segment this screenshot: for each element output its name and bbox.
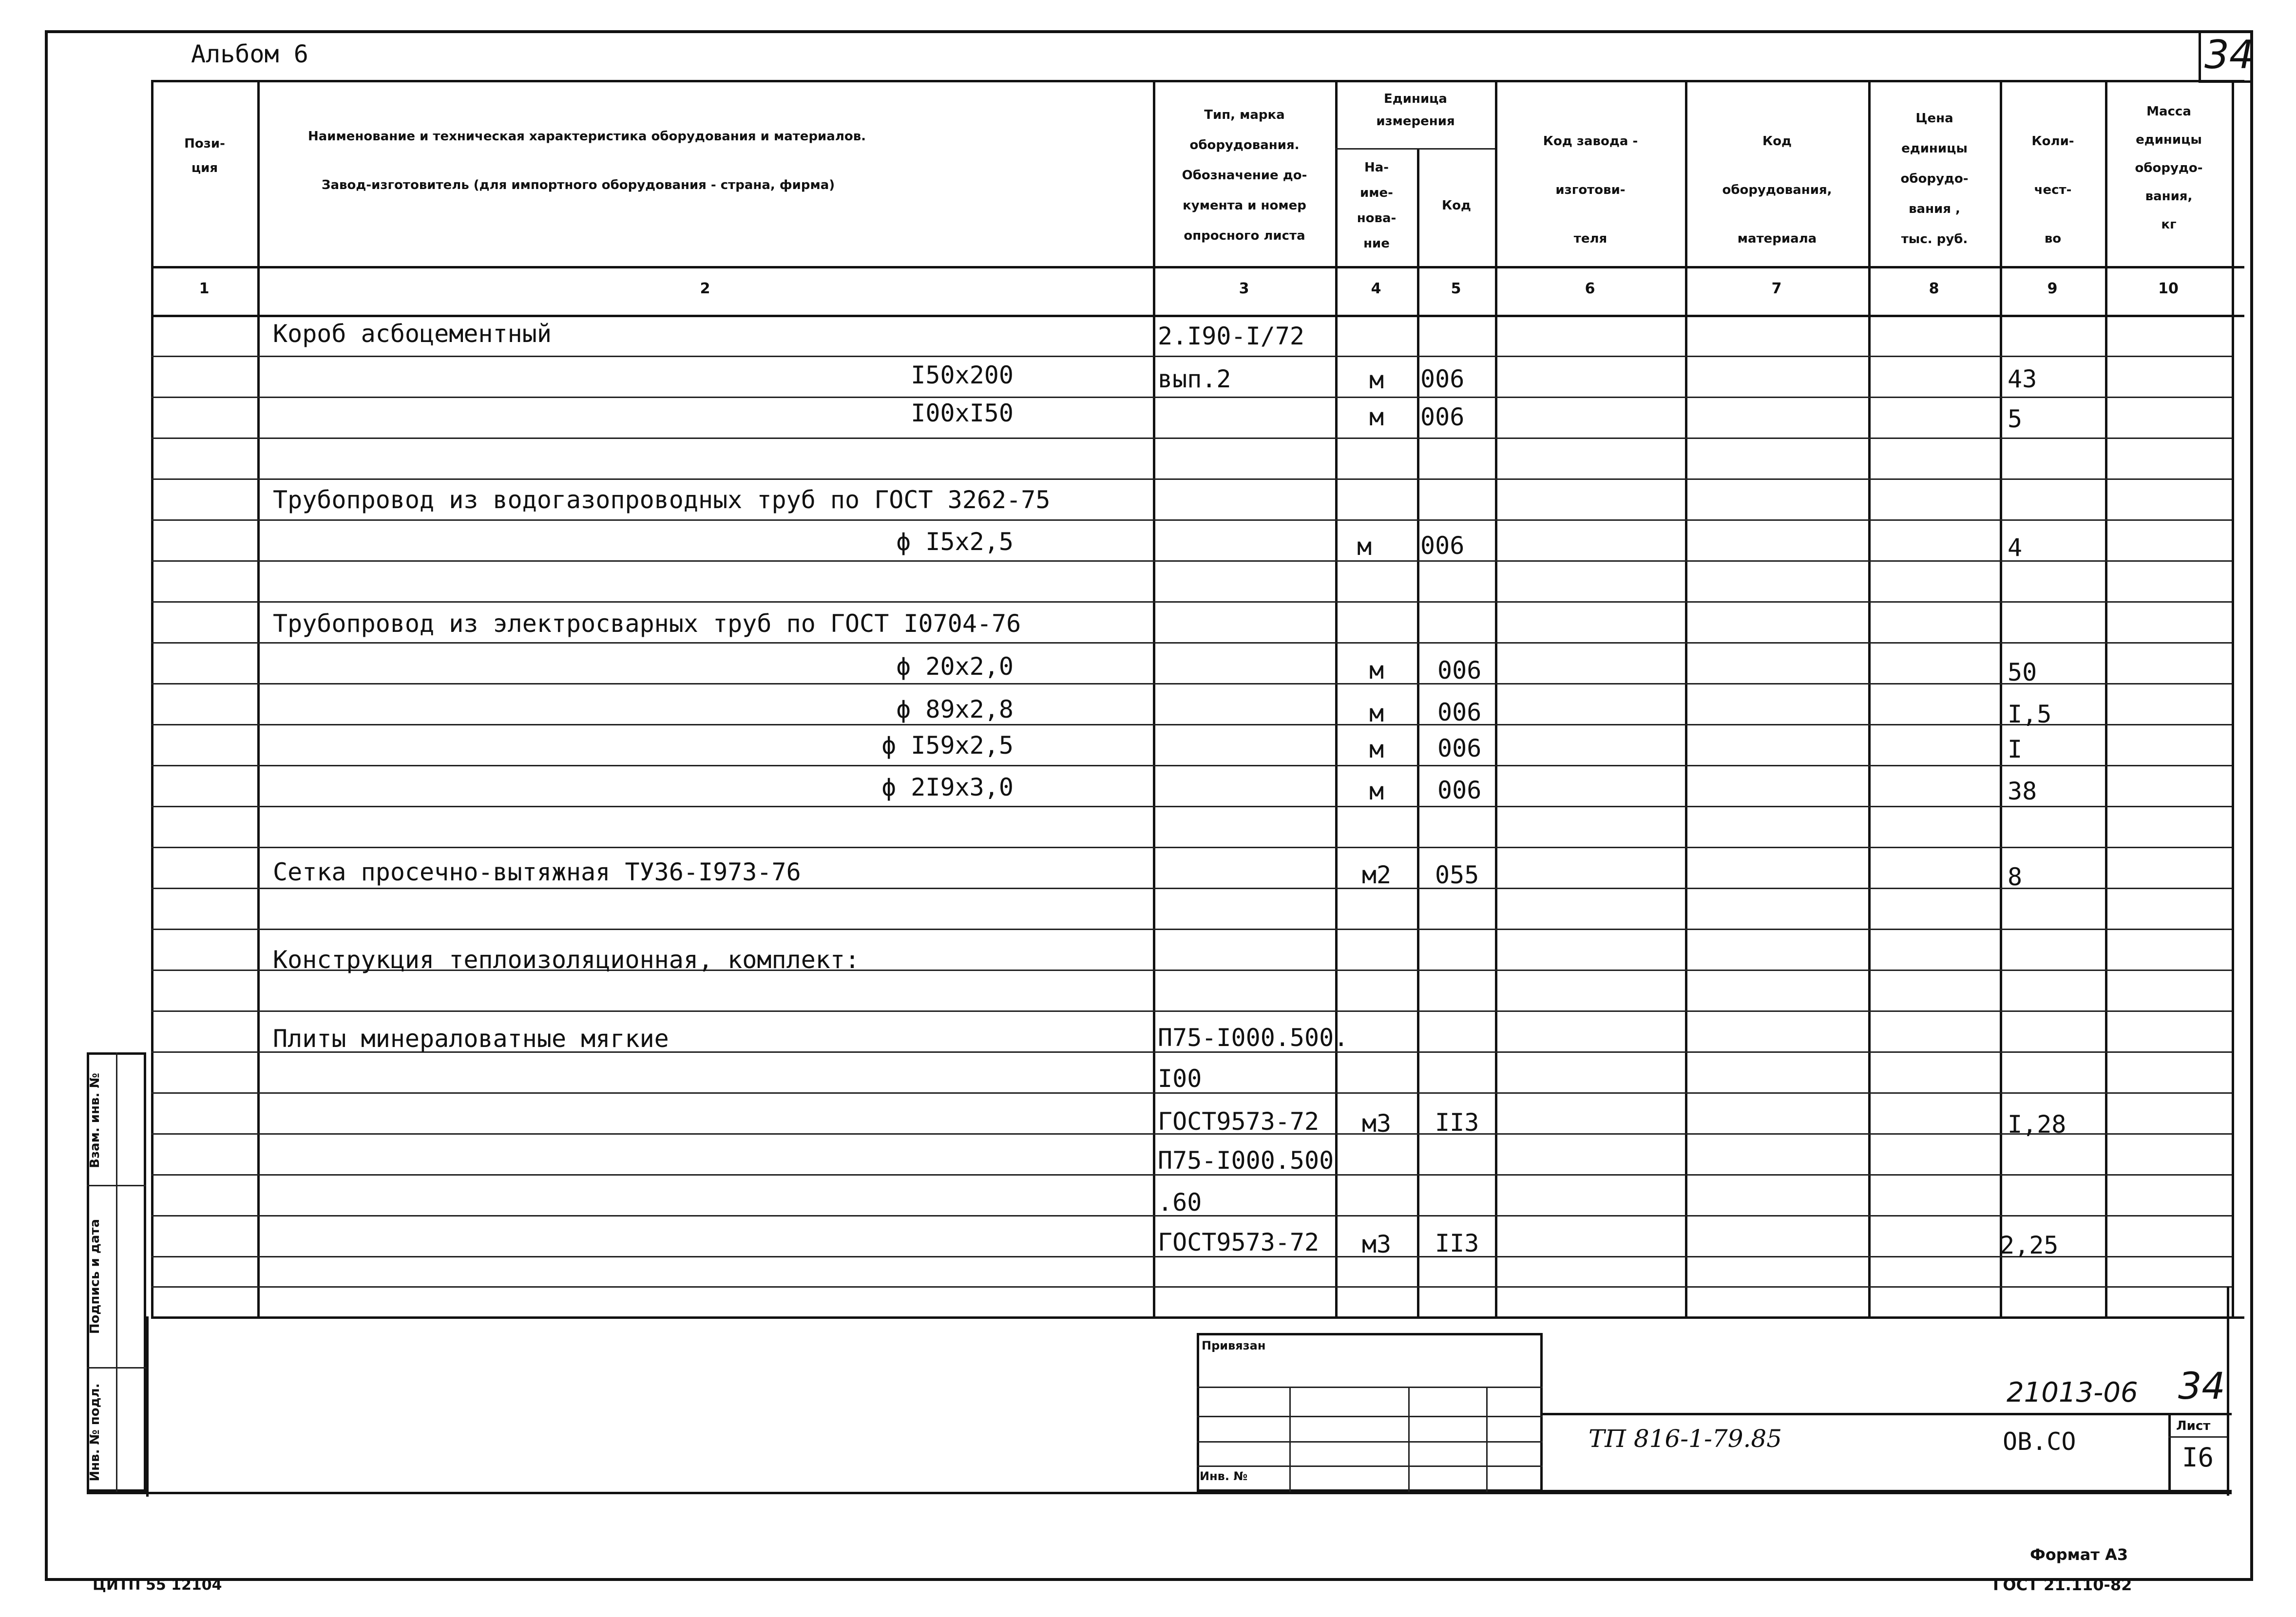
item-size: ϕ I5x2,5 [896, 528, 1014, 556]
order-number: 21013-06 [2007, 1377, 2138, 1408]
corner-page-number: 34 [2204, 32, 2254, 77]
unit-name: м [1369, 403, 1384, 431]
item-name: Сетка просечно-вытяжная ТУ36-I973-76 [273, 858, 801, 886]
side-stamp-inv-podl: Инв. № подл. [88, 1383, 102, 1482]
header-unit-code: Код [1441, 198, 1472, 213]
header-name-line2: Завод-изготовитель (для импортного оборудования - страна, фирма) [322, 178, 835, 192]
doc-designation: .60 [1158, 1188, 1202, 1217]
side-stamp-vzam-inv: Взам. инв. № [88, 1073, 102, 1168]
item-name: Плиты минераловатные мягкие [273, 1025, 669, 1053]
quantity: 50 [2008, 658, 2037, 686]
doc-designation: ГОСТ9573-72 [1158, 1228, 1320, 1256]
column-number: 6 [1585, 280, 1595, 297]
unit-code: 006 [1420, 532, 1465, 560]
unit-name: м [1369, 366, 1384, 394]
privyazan-label: Привязан [1202, 1339, 1266, 1352]
doc-designation: вып.2 [1158, 365, 1231, 393]
list-label: Лист [2176, 1419, 2211, 1433]
gost-label: ГОСТ 21.110-82 [1993, 1576, 2132, 1594]
column-number: 9 [2047, 280, 2058, 297]
item-name: Конструкция теплоизоляционная, комплект: [273, 946, 860, 974]
column-number: 1 [199, 280, 210, 297]
unit-name: м [1357, 533, 1372, 561]
quantity: I,5 [2008, 700, 2052, 728]
column-number: 10 [2158, 280, 2179, 297]
header-factory-code: Код завода - изготови- теля [1543, 134, 1638, 246]
unit-name: м [1369, 656, 1384, 685]
document-designation: ТП 816-1-79.85 [1588, 1425, 1782, 1453]
doc-designation: П75-I000.500 [1158, 1146, 1334, 1175]
column-number: 2 [700, 280, 710, 297]
doc-designation: 2.I90-I/72 [1158, 322, 1305, 350]
unit-name: м2 [1361, 861, 1392, 889]
column-number: 4 [1371, 280, 1381, 297]
header-position: Пози- ция [184, 136, 225, 175]
quantity: 38 [2008, 777, 2037, 805]
header-unit-name: На- име- нова- ние [1357, 160, 1397, 251]
unit-name: м [1369, 777, 1384, 805]
header-mass: Масса единицы оборудо- вания, кг [2135, 104, 2203, 232]
item-size: I50x200 [911, 361, 1014, 389]
column-number: 3 [1239, 280, 1249, 297]
item-name: Трубопровод из водогазопроводных труб по ГОСТ 3262-75 [273, 486, 1051, 514]
doc-designation: I00 [1158, 1065, 1202, 1093]
bottom-left-code: ЦИТП 55 12104 [93, 1577, 222, 1594]
quantity: 2,25 [2000, 1231, 2059, 1259]
header-price: Цена единицы оборудо- вания , тыс. руб. [1900, 111, 1969, 247]
side-stamp-signature-date: Подпись и дата [88, 1218, 102, 1334]
unit-code: 006 [1437, 656, 1482, 685]
sheet-top-number: 34 [2178, 1364, 2225, 1408]
album-label: Альбом 6 [191, 40, 308, 68]
unit-code: 006 [1420, 365, 1465, 393]
item-size: I00xI50 [911, 399, 1014, 427]
header-name-line1: Наименование и техническая характеристика оборудования и материалов. [308, 129, 866, 144]
quantity: 5 [2008, 405, 2023, 433]
unit-name: м3 [1361, 1230, 1392, 1258]
column-number: 7 [1771, 280, 1782, 297]
list-number: I6 [2182, 1442, 2214, 1473]
unit-code: 006 [1437, 776, 1482, 804]
doc-designation: ГОСТ9573-72 [1158, 1107, 1320, 1136]
quantity: I [2008, 735, 2023, 763]
column-number: 8 [1929, 280, 1939, 297]
unit-code: 055 [1435, 861, 1479, 889]
quantity: 4 [2008, 533, 2023, 562]
unit-code: 006 [1437, 734, 1482, 762]
format-label: Формат А3 [2030, 1545, 2128, 1564]
item-size: ϕ 89x2,8 [896, 695, 1014, 723]
quantity: I,28 [2008, 1110, 2066, 1139]
doc-designation: П75-I000.500. [1158, 1024, 1349, 1052]
item-name: Трубопровод из электросварных труб по ГОСТ I0704-76 [273, 609, 1021, 638]
unit-name: м3 [1361, 1109, 1392, 1138]
header-type: Тип, марка оборудования. Обозначение до- кумента и номер опросного листа [1182, 108, 1307, 243]
unit-name: м [1369, 735, 1384, 763]
column-number: 5 [1451, 280, 1461, 297]
item-name: Короб асбоцементный [273, 320, 552, 348]
item-size: ϕ I59x2,5 [881, 731, 1014, 760]
quantity: 8 [2008, 863, 2023, 891]
header-unit: Единица измерения [1376, 92, 1455, 129]
header-equipment-code: Код оборудования, материала [1722, 134, 1832, 246]
document-mark: ОВ.СО [2003, 1427, 2076, 1456]
header-quantity: Коли- чест- во [2031, 134, 2074, 246]
quantity: 43 [2008, 365, 2037, 393]
unit-name: м [1369, 699, 1384, 727]
unit-code: II3 [1435, 1108, 1479, 1137]
item-size: ϕ 20x2,0 [896, 652, 1014, 681]
unit-code: 006 [1420, 403, 1465, 431]
inv-no-label: Инв. № [1200, 1469, 1248, 1483]
unit-code: 006 [1437, 698, 1482, 726]
unit-code: II3 [1435, 1229, 1479, 1257]
item-size: ϕ 2I9x3,0 [881, 773, 1014, 801]
